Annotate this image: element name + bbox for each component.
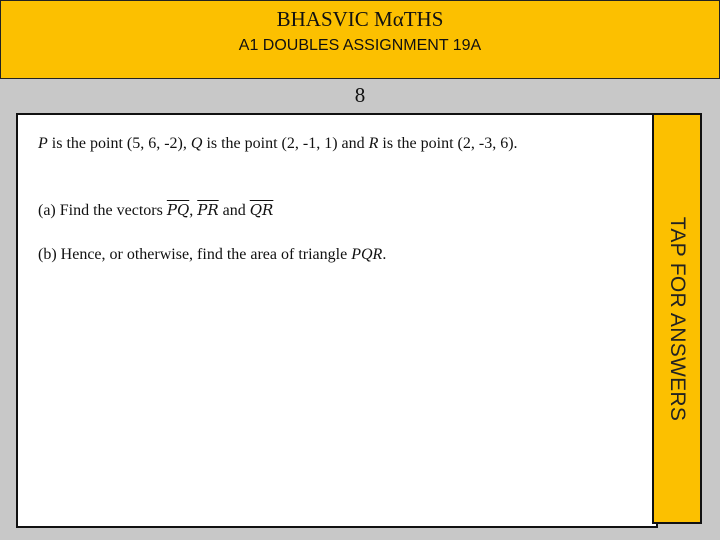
part-b — [38, 246, 386, 264]
statement-text-3: is the point (2, -3, 6). — [378, 135, 518, 152]
part-a-sep: , — [189, 202, 198, 219]
part-a-prefix: (a) Find the vectors — [38, 202, 167, 219]
assignment-subtitle: A1 DOUBLES ASSIGNMENT 19A — [238, 37, 482, 54]
tap-for-answers-button[interactable] — [652, 113, 702, 524]
question-number: 8 — [354, 83, 366, 107]
question-statement — [38, 135, 518, 153]
page-title: BHASVIC MαTHS — [276, 7, 444, 31]
part-a-and: and — [218, 202, 250, 219]
statement-text-2: is the point (2, -1, 1) and — [202, 135, 369, 152]
vector-pr: $\overline{PR}$ — [197, 201, 219, 219]
vector-qr: $\overline{QR}$ — [249, 201, 274, 219]
point-p: P — [38, 135, 48, 152]
header-banner — [0, 0, 720, 79]
part-a — [38, 201, 273, 220]
triangle-label: PQR — [351, 246, 383, 263]
point-r: R — [368, 135, 379, 152]
vector-pq: $\overline{PQ}$ — [166, 201, 190, 219]
part-b-prefix: (b) Hence, or otherwise, find the area of triangle — [38, 246, 352, 263]
question-panel — [16, 113, 658, 528]
point-q: Q — [190, 135, 203, 152]
part-b-suffix: . — [382, 246, 387, 263]
answers-label: TAP FOR ANSWERS — [666, 216, 689, 421]
statement-text-1: is the point (5, 6, -2), — [47, 135, 191, 152]
